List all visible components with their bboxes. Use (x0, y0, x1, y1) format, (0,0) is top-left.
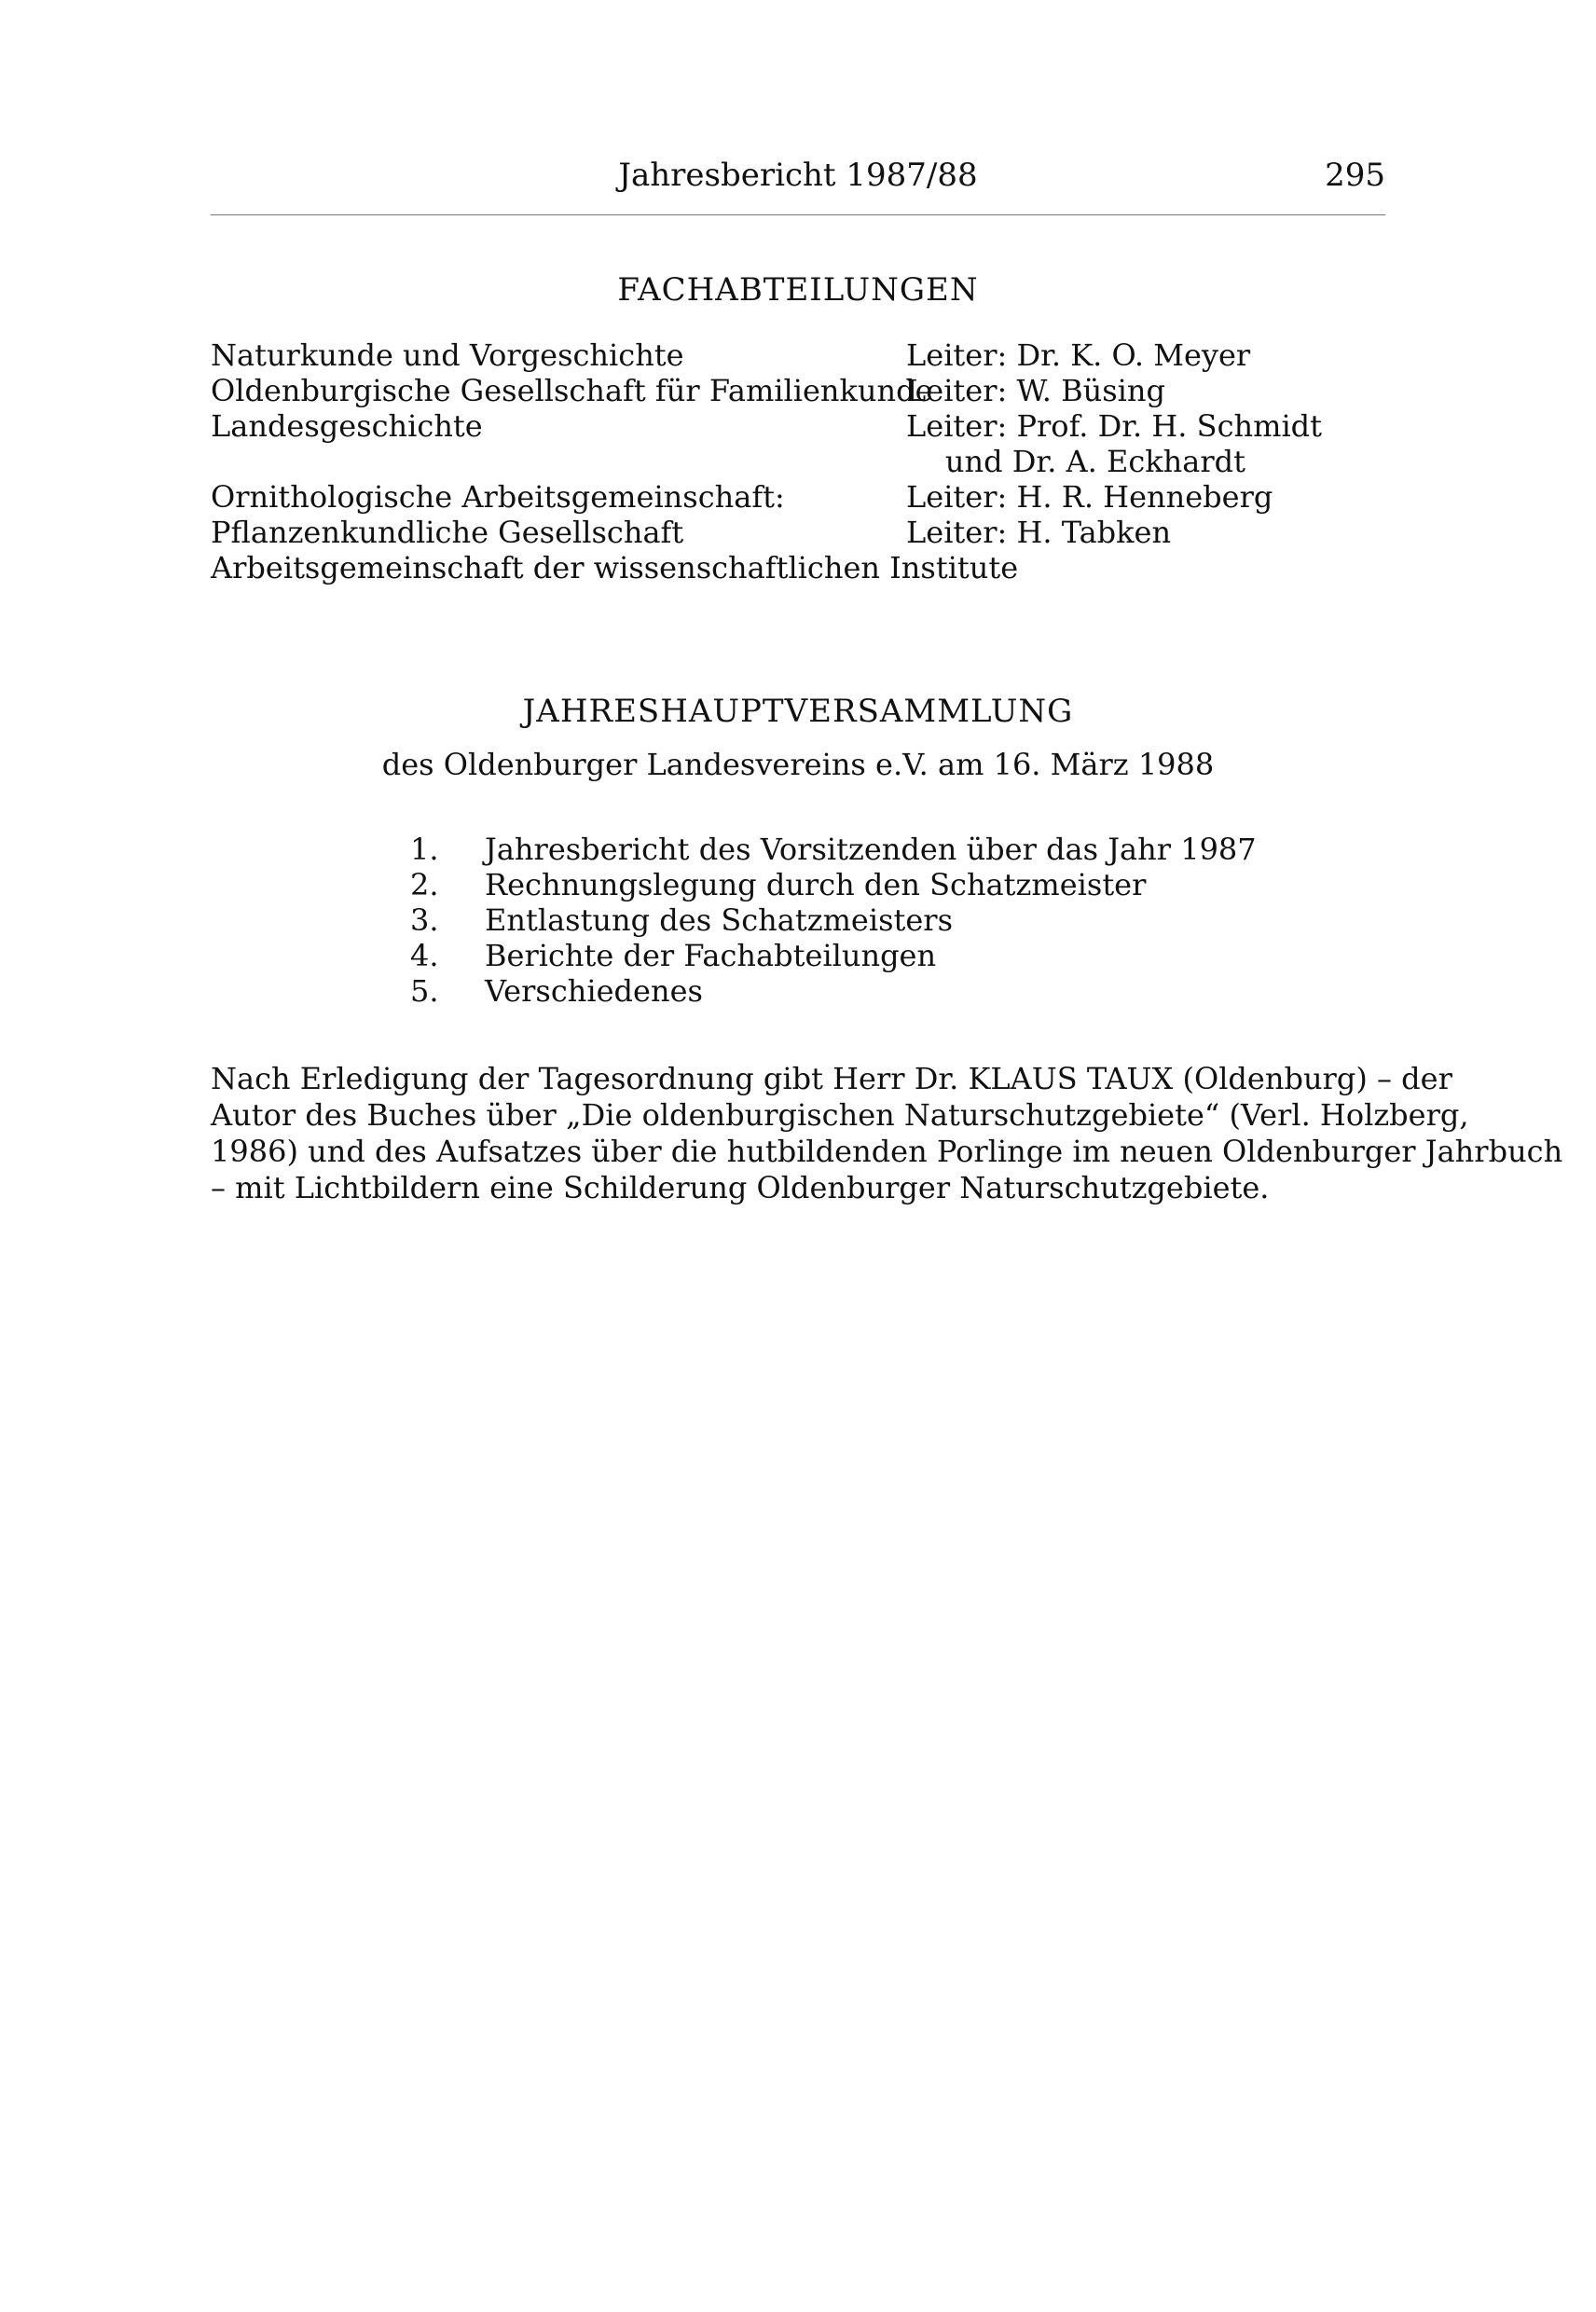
department-row (211, 550, 1385, 585)
agenda-text: Rechnungslegung durch den Schatzmeister (485, 867, 1147, 902)
department-name: Pflanzenkundliche Gesellschaft (211, 515, 684, 550)
department-name: Naturkunde und Vorgeschichte (211, 337, 684, 373)
agenda-number: 5. (410, 973, 439, 1009)
department-list (211, 337, 1385, 585)
agenda-number: 1. (410, 832, 439, 867)
running-title: Jahresbericht 1987/88 (618, 157, 978, 194)
paragraph-line: 1986) und des Aufsatzes über die hutbildenden Porlinge im neuen Oldenburger Jahrbuch (211, 1134, 1563, 1169)
department-leader: Leiter: Prof. Dr. H. Schmidt (906, 408, 1323, 444)
agenda-number: 3. (410, 902, 439, 938)
agenda-number: 4. (410, 938, 439, 973)
department-leader: Leiter: H. Tabken (906, 515, 1172, 550)
department-name: Arbeitsgemeinschaft der wissenschaftlichen Institute (211, 550, 1019, 585)
agenda-text: Entlastung des Schatzmeisters (485, 902, 954, 938)
department-leader: und Dr. A. Eckhardt (944, 444, 1245, 479)
department-name: Oldenburgische Gesellschaft für Familienkunde (211, 373, 933, 408)
paragraph-line: Nach Erledigung der Tagesordnung gibt Herr Dr. KLAUS TAUX (Oldenburg) – der (211, 1061, 1452, 1096)
department-row-continuation (211, 444, 1385, 479)
agenda-text: Berichte der Fachabteilungen (485, 938, 937, 973)
department-leader: Leiter: Dr. K. O. Meyer (906, 337, 1251, 373)
running-header (211, 157, 1385, 201)
closing-paragraph (211, 1061, 1563, 1206)
department-name: Landesgeschichte (211, 408, 483, 444)
page-number: 295 (1325, 157, 1385, 194)
fachabteilungen-heading: FACHABTEILUNGEN (617, 271, 979, 309)
department-row (211, 408, 1385, 444)
department-name: Ornithologische Arbeitsgemeinschaft: (211, 479, 785, 515)
department-row (211, 479, 1385, 515)
agenda-text: Verschiedenes (485, 973, 703, 1009)
department-row (211, 373, 1385, 408)
header-rule (211, 214, 1385, 215)
agenda-text: Jahresbericht des Vorsitzenden über das Jahr 1987 (485, 832, 1257, 867)
paragraph-line: Autor des Buches über „Die oldenburgischen Naturschutzgebiete“ (Verl. Holzberg, (211, 1097, 1469, 1133)
department-leader: Leiter: W. Büsing (906, 373, 1165, 408)
department-row (211, 337, 1385, 373)
jahreshauptversammlung-heading: JAHRESHAUPTVERSAMMLUNG (522, 693, 1074, 730)
agenda-number: 2. (410, 867, 439, 902)
department-leader: Leiter: H. R. Henneberg (906, 479, 1273, 515)
department-row (211, 515, 1385, 550)
jahreshauptversammlung-subtitle: des Oldenburger Landesvereins e.V. am 16. März 1988 (381, 747, 1215, 782)
paragraph-line: – mit Lichtbildern eine Schilderung Oldenburger Naturschutzgebiete. (211, 1170, 1270, 1205)
